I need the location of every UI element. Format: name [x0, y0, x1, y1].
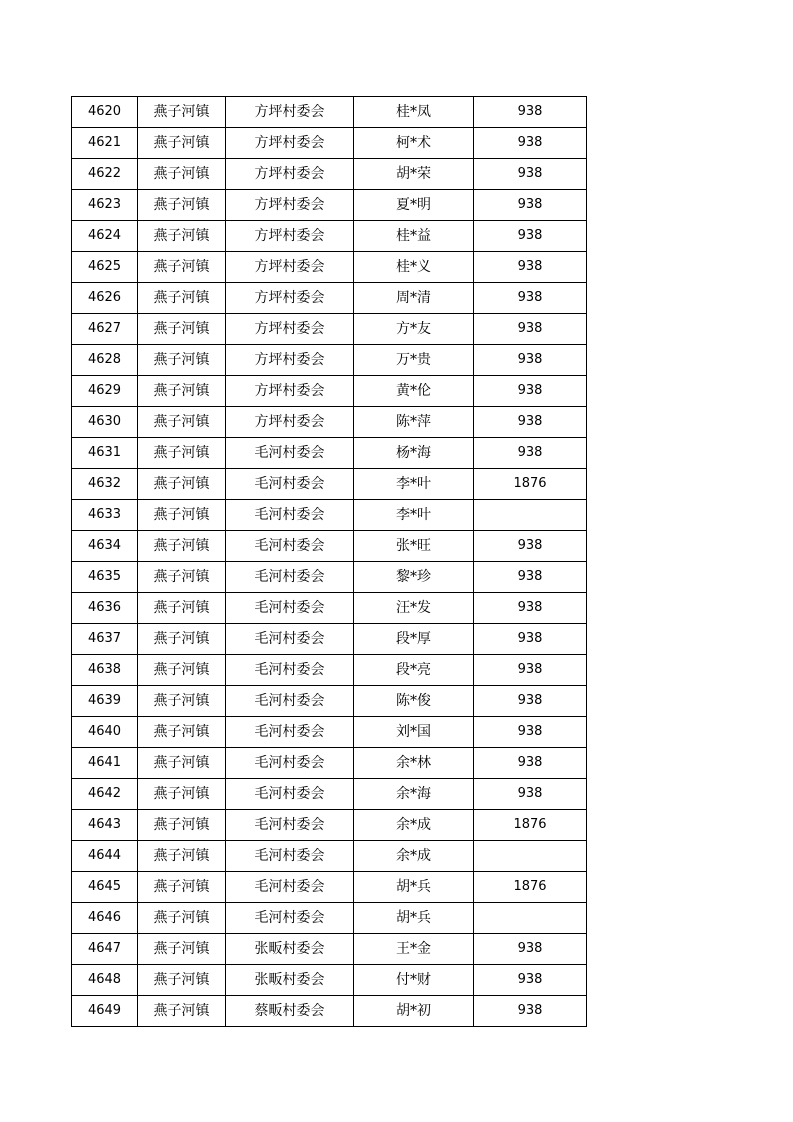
row-number-cell: 4645	[72, 872, 138, 903]
table-body	[72, 97, 587, 1027]
village-committee-cell: 毛河村委会	[226, 686, 354, 717]
person-name-cell: 陈*萍	[354, 407, 474, 438]
row-number-cell: 4646	[72, 903, 138, 934]
village-committee-cell: 张畈村委会	[226, 965, 354, 996]
person-name-cell: 李*叶	[354, 469, 474, 500]
town-cell: 燕子河镇	[138, 314, 226, 345]
person-name-cell: 方*友	[354, 314, 474, 345]
village-committee-cell: 毛河村委会	[226, 655, 354, 686]
village-committee-cell: 张畈村委会	[226, 934, 354, 965]
row-number-cell: 4623	[72, 190, 138, 221]
table-row	[72, 779, 587, 810]
row-number-cell: 4639	[72, 686, 138, 717]
town-cell: 燕子河镇	[138, 810, 226, 841]
village-committee-cell: 毛河村委会	[226, 903, 354, 934]
amount-cell: 1876	[474, 872, 587, 903]
row-number-cell: 4621	[72, 128, 138, 159]
person-name-cell: 黎*珍	[354, 562, 474, 593]
town-cell: 燕子河镇	[138, 283, 226, 314]
village-committee-cell: 方坪村委会	[226, 252, 354, 283]
town-cell: 燕子河镇	[138, 779, 226, 810]
town-cell: 燕子河镇	[138, 500, 226, 531]
village-committee-cell: 蔡畈村委会	[226, 996, 354, 1027]
village-committee-cell: 毛河村委会	[226, 438, 354, 469]
table-row	[72, 655, 587, 686]
town-cell: 燕子河镇	[138, 686, 226, 717]
town-cell: 燕子河镇	[138, 655, 226, 686]
amount-cell: 938	[474, 128, 587, 159]
town-cell: 燕子河镇	[138, 624, 226, 655]
village-committee-cell: 毛河村委会	[226, 624, 354, 655]
town-cell: 燕子河镇	[138, 531, 226, 562]
person-name-cell: 刘*国	[354, 717, 474, 748]
town-cell: 燕子河镇	[138, 190, 226, 221]
village-committee-cell: 毛河村委会	[226, 562, 354, 593]
person-name-cell: 余*成	[354, 810, 474, 841]
village-committee-cell: 方坪村委会	[226, 345, 354, 376]
row-number-cell: 4620	[72, 97, 138, 128]
village-committee-cell: 毛河村委会	[226, 748, 354, 779]
village-committee-cell: 方坪村委会	[226, 97, 354, 128]
amount-cell: 938	[474, 717, 587, 748]
village-committee-cell: 毛河村委会	[226, 872, 354, 903]
table-row	[72, 810, 587, 841]
row-number-cell: 4641	[72, 748, 138, 779]
amount-cell: 938	[474, 593, 587, 624]
person-name-cell: 黄*伦	[354, 376, 474, 407]
person-name-cell: 万*贵	[354, 345, 474, 376]
row-number-cell: 4622	[72, 159, 138, 190]
row-number-cell: 4648	[72, 965, 138, 996]
person-name-cell: 杨*海	[354, 438, 474, 469]
person-name-cell: 柯*术	[354, 128, 474, 159]
row-number-cell: 4628	[72, 345, 138, 376]
town-cell: 燕子河镇	[138, 841, 226, 872]
village-committee-cell: 毛河村委会	[226, 593, 354, 624]
amount-cell: 938	[474, 965, 587, 996]
row-number-cell: 4638	[72, 655, 138, 686]
table-row	[72, 686, 587, 717]
amount-cell: 938	[474, 97, 587, 128]
row-number-cell: 4629	[72, 376, 138, 407]
amount-cell: 938	[474, 686, 587, 717]
amount-cell: 938	[474, 159, 587, 190]
village-committee-cell: 方坪村委会	[226, 283, 354, 314]
person-name-cell: 陈*俊	[354, 686, 474, 717]
row-number-cell: 4642	[72, 779, 138, 810]
person-name-cell: 胡*兵	[354, 872, 474, 903]
person-name-cell: 王*金	[354, 934, 474, 965]
table-row	[72, 221, 587, 252]
village-committee-cell: 毛河村委会	[226, 779, 354, 810]
table-row	[72, 903, 587, 934]
village-committee-cell: 方坪村委会	[226, 376, 354, 407]
town-cell: 燕子河镇	[138, 562, 226, 593]
table-row	[72, 531, 587, 562]
table-row	[72, 748, 587, 779]
town-cell: 燕子河镇	[138, 469, 226, 500]
person-name-cell: 胡*兵	[354, 903, 474, 934]
town-cell: 燕子河镇	[138, 593, 226, 624]
table-row	[72, 593, 587, 624]
person-name-cell: 余*成	[354, 841, 474, 872]
town-cell: 燕子河镇	[138, 872, 226, 903]
row-number-cell: 4635	[72, 562, 138, 593]
town-cell: 燕子河镇	[138, 376, 226, 407]
row-number-cell: 4647	[72, 934, 138, 965]
table-row	[72, 872, 587, 903]
table-row	[72, 128, 587, 159]
amount-cell: 938	[474, 748, 587, 779]
town-cell: 燕子河镇	[138, 748, 226, 779]
table-row	[72, 438, 587, 469]
town-cell: 燕子河镇	[138, 438, 226, 469]
amount-cell: 938	[474, 996, 587, 1027]
village-committee-cell: 毛河村委会	[226, 469, 354, 500]
town-cell: 燕子河镇	[138, 717, 226, 748]
row-number-cell: 4631	[72, 438, 138, 469]
town-cell: 燕子河镇	[138, 221, 226, 252]
town-cell: 燕子河镇	[138, 128, 226, 159]
person-name-cell: 汪*发	[354, 593, 474, 624]
village-committee-cell: 方坪村委会	[226, 128, 354, 159]
row-number-cell: 4640	[72, 717, 138, 748]
village-committee-cell: 毛河村委会	[226, 810, 354, 841]
row-number-cell: 4634	[72, 531, 138, 562]
table-row	[72, 934, 587, 965]
amount-cell	[474, 500, 587, 531]
row-number-cell: 4649	[72, 996, 138, 1027]
amount-cell: 1876	[474, 469, 587, 500]
amount-cell: 938	[474, 283, 587, 314]
person-name-cell: 胡*荣	[354, 159, 474, 190]
village-committee-cell: 毛河村委会	[226, 841, 354, 872]
row-number-cell: 4625	[72, 252, 138, 283]
amount-cell: 938	[474, 934, 587, 965]
table-row	[72, 376, 587, 407]
data-table	[71, 96, 587, 1027]
village-committee-cell: 方坪村委会	[226, 314, 354, 345]
row-number-cell: 4633	[72, 500, 138, 531]
row-number-cell: 4644	[72, 841, 138, 872]
person-name-cell: 付*财	[354, 965, 474, 996]
village-committee-cell: 毛河村委会	[226, 717, 354, 748]
table-row	[72, 345, 587, 376]
person-name-cell: 桂*义	[354, 252, 474, 283]
amount-cell: 938	[474, 345, 587, 376]
village-committee-cell: 方坪村委会	[226, 190, 354, 221]
row-number-cell: 4636	[72, 593, 138, 624]
row-number-cell: 4632	[72, 469, 138, 500]
town-cell: 燕子河镇	[138, 934, 226, 965]
table-row	[72, 965, 587, 996]
amount-cell: 938	[474, 562, 587, 593]
town-cell: 燕子河镇	[138, 996, 226, 1027]
amount-cell: 938	[474, 221, 587, 252]
table-row	[72, 841, 587, 872]
village-committee-cell: 毛河村委会	[226, 531, 354, 562]
town-cell: 燕子河镇	[138, 965, 226, 996]
person-name-cell: 段*亮	[354, 655, 474, 686]
table-row	[72, 97, 587, 128]
table-row	[72, 500, 587, 531]
table-row	[72, 996, 587, 1027]
amount-cell: 1876	[474, 810, 587, 841]
table-row	[72, 190, 587, 221]
table-row	[72, 283, 587, 314]
table-row	[72, 159, 587, 190]
town-cell: 燕子河镇	[138, 903, 226, 934]
town-cell: 燕子河镇	[138, 97, 226, 128]
person-name-cell: 李*叶	[354, 500, 474, 531]
person-name-cell: 余*林	[354, 748, 474, 779]
town-cell: 燕子河镇	[138, 407, 226, 438]
row-number-cell: 4627	[72, 314, 138, 345]
amount-cell: 938	[474, 438, 587, 469]
amount-cell: 938	[474, 531, 587, 562]
row-number-cell: 4643	[72, 810, 138, 841]
table-row	[72, 624, 587, 655]
person-name-cell: 段*厚	[354, 624, 474, 655]
row-number-cell: 4624	[72, 221, 138, 252]
amount-cell	[474, 841, 587, 872]
town-cell: 燕子河镇	[138, 159, 226, 190]
row-number-cell: 4626	[72, 283, 138, 314]
amount-cell	[474, 903, 587, 934]
row-number-cell: 4637	[72, 624, 138, 655]
person-name-cell: 余*海	[354, 779, 474, 810]
amount-cell: 938	[474, 314, 587, 345]
person-name-cell: 张*旺	[354, 531, 474, 562]
amount-cell: 938	[474, 190, 587, 221]
person-name-cell: 夏*明	[354, 190, 474, 221]
amount-cell: 938	[474, 655, 587, 686]
table-row	[72, 469, 587, 500]
town-cell: 燕子河镇	[138, 345, 226, 376]
person-name-cell: 桂*凤	[354, 97, 474, 128]
village-committee-cell: 方坪村委会	[226, 159, 354, 190]
table-row	[72, 717, 587, 748]
village-committee-cell: 方坪村委会	[226, 221, 354, 252]
amount-cell: 938	[474, 376, 587, 407]
table-row	[72, 252, 587, 283]
town-cell: 燕子河镇	[138, 252, 226, 283]
table-row	[72, 407, 587, 438]
amount-cell: 938	[474, 779, 587, 810]
person-name-cell: 周*清	[354, 283, 474, 314]
table-row	[72, 314, 587, 345]
village-committee-cell: 方坪村委会	[226, 407, 354, 438]
amount-cell: 938	[474, 407, 587, 438]
table-row	[72, 562, 587, 593]
row-number-cell: 4630	[72, 407, 138, 438]
person-name-cell: 桂*益	[354, 221, 474, 252]
amount-cell: 938	[474, 624, 587, 655]
person-name-cell: 胡*初	[354, 996, 474, 1027]
amount-cell: 938	[474, 252, 587, 283]
village-committee-cell: 毛河村委会	[226, 500, 354, 531]
